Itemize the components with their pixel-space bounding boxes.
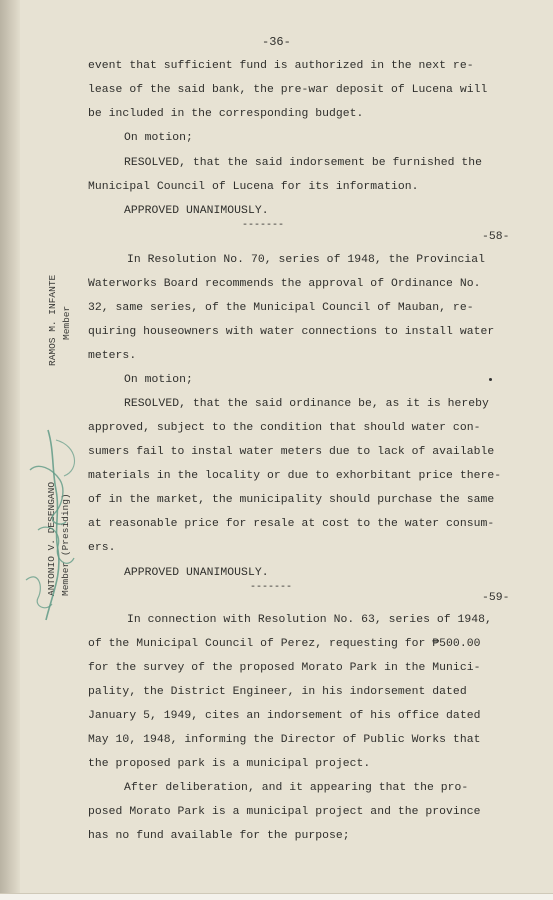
text-line: lease of the said bank, the pre-war deposit of Lucena will xyxy=(88,84,488,96)
scan-footer-strip xyxy=(0,893,553,900)
text-line: of the Municipal Council of Perez, requesting for ₱500.00 xyxy=(88,638,481,650)
text-line: posed Morato Park is a municipal project and the province xyxy=(88,806,481,818)
text-line: be included in the corresponding budget. xyxy=(88,108,364,120)
text-line: approved, subject to the condition that should water con- xyxy=(88,422,481,434)
text-line: May 10, 1948, informing the Director of Public Works that xyxy=(88,734,481,746)
text-line: the proposed park is a municipal project. xyxy=(88,758,371,770)
text-line: On motion; xyxy=(124,132,193,144)
separator-line: ------- xyxy=(250,582,293,593)
text-line: -59- xyxy=(482,592,510,604)
text-line: at reasonable price for resale at cost to the water consum- xyxy=(88,518,495,530)
text-line: of in the market, the municipality should purchase the same xyxy=(88,494,495,506)
text-line: -58- xyxy=(482,231,510,243)
text-line: Municipal Council of Lucena for its information. xyxy=(88,181,419,193)
text-line: RESOLVED, that the said ordinance be, as it is hereby xyxy=(124,398,489,410)
text-line: After deliberation, and it appearing that the pro- xyxy=(124,782,469,794)
text-line: event that sufficient fund is authorized in the next re- xyxy=(88,60,474,72)
text-line: has no fund available for the purpose; xyxy=(88,830,350,842)
text-line: APPROVED UNANIMOUSLY. xyxy=(124,205,269,217)
text-line: for the survey of the proposed Morato Park in the Munici- xyxy=(88,662,481,674)
text-line: APPROVED UNANIMOUSLY. xyxy=(124,567,269,579)
text-line: ers. xyxy=(88,542,116,554)
text-line: Waterworks Board recommends the approval of Ordinance No. xyxy=(88,278,481,290)
text-line: quiring houseowners with water connections to install water xyxy=(88,326,495,338)
text-line: January 5, 1949, cites an indorsement of his office dated xyxy=(88,710,481,722)
text-line: RESOLVED, that the said indorsement be furnished the xyxy=(124,157,483,169)
separator-line: ------- xyxy=(242,220,285,231)
text-line: In Resolution No. 70, series of 1948, the Provincial xyxy=(127,254,486,266)
page-number: -36- xyxy=(262,35,291,49)
margin-title-ramos: Member xyxy=(61,305,72,340)
text-line: 32, same series, of the Municipal Council of Mauban, re- xyxy=(88,302,474,314)
text-line: On motion; xyxy=(124,374,193,386)
margin-name-presiding: ANTONIO V. DESENGANO xyxy=(46,481,57,596)
text-line: sumers fail to instal water meters due to lack of available xyxy=(88,446,495,458)
text-line: meters. xyxy=(88,350,137,362)
margin-title-presiding: Member (Presiding) xyxy=(60,493,71,596)
text-line: In connection with Resolution No. 63, series of 1948, xyxy=(127,614,492,626)
handwritten-signature xyxy=(8,410,98,640)
text-line: pality, the District Engineer, in his indorsement dated xyxy=(88,686,467,698)
ink-dot xyxy=(489,378,492,381)
text-line: materials in the locality or due to exhorbitant price there- xyxy=(88,470,502,482)
margin-name-ramos: RAMOS M. INFANTE xyxy=(47,274,58,366)
